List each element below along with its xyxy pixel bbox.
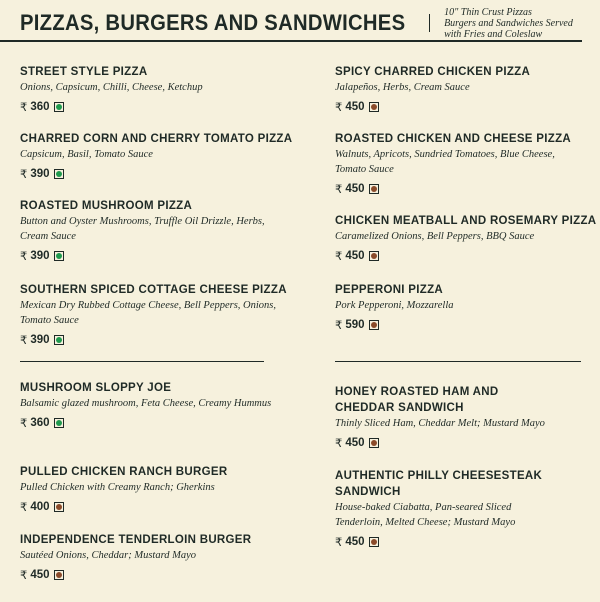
- item-price: [20, 249, 285, 263]
- non-veg-icon: [369, 102, 379, 112]
- menu-item: [20, 64, 290, 114]
- item-name: SOUTHERN SPICED COTTAGE CHEESE PIZZA: [20, 284, 287, 296]
- item-name: PULLED CHICKEN RANCH BURGER: [20, 466, 228, 478]
- item-name: STREET STYLE PIZZA: [20, 66, 148, 78]
- non-veg-icon: [54, 570, 64, 580]
- currency-symbol: ₹: [335, 102, 343, 114]
- menu-item: [335, 64, 590, 114]
- non-veg-icon: [54, 502, 64, 512]
- item-description: Balsamic glazed mushroom, Feta Cheese, Creamy Hummus: [20, 398, 272, 409]
- currency-symbol: ₹: [20, 335, 28, 347]
- non-veg-icon: [369, 184, 379, 194]
- price-value: 400: [30, 501, 50, 513]
- veg-icon: [54, 251, 64, 261]
- price-value: 450: [345, 250, 365, 262]
- item-description: Pulled Chicken with Creamy Ranch; Gherkins: [20, 482, 215, 493]
- menu-item: [20, 198, 285, 263]
- non-veg-icon: [369, 537, 379, 547]
- price-value: 590: [345, 319, 365, 331]
- currency-symbol: ₹: [20, 418, 28, 430]
- currency-symbol: ₹: [335, 320, 343, 332]
- item-description: Onions, Capsicum, Chilli, Cheese, Ketchup: [20, 82, 203, 93]
- menu-item: [335, 384, 555, 450]
- subtitle-line-1: 10" Thin Crust Pizzas: [444, 6, 532, 18]
- page-title: PIZZAS, BURGERS AND SANDWICHES: [20, 10, 406, 35]
- item-price: [335, 318, 590, 332]
- item-name: CHARRED CORN AND CHERRY TOMATO PIZZA: [20, 133, 293, 145]
- menu-item: [20, 282, 285, 347]
- menu-item: [20, 131, 293, 181]
- veg-icon: [54, 102, 64, 112]
- menu-item: [335, 282, 590, 332]
- price-value: 390: [30, 168, 50, 180]
- price-value: 450: [345, 183, 365, 195]
- currency-symbol: ₹: [20, 570, 28, 582]
- menu-item: [20, 464, 290, 514]
- currency-symbol: ₹: [335, 251, 343, 263]
- item-description: House-baked Ciabatta, Pan-seared Sliced Tenderloin, Melted Cheese; Mustard Mayo: [335, 502, 516, 528]
- currency-symbol: ₹: [20, 169, 28, 181]
- price-value: 450: [345, 536, 365, 548]
- item-name: INDEPENDENCE TENDERLOIN BURGER: [20, 534, 252, 546]
- item-description: Jalapeños, Herbs, Cream Sauce: [335, 82, 470, 93]
- menu-item: [335, 213, 597, 263]
- price-value: 450: [30, 569, 50, 581]
- item-price: [335, 436, 555, 450]
- item-name: SPICY CHARRED CHICKEN PIZZA: [335, 66, 531, 78]
- menu-item: [335, 131, 585, 196]
- header-subtitle: [444, 7, 582, 40]
- item-price: [335, 535, 550, 549]
- item-description: Mexican Dry Rubbed Cottage Cheese, Bell Peppers, Onions, Tomato Sauce: [20, 300, 277, 326]
- price-value: 450: [345, 437, 365, 449]
- header-rule: [0, 40, 582, 42]
- price-value: 360: [30, 101, 50, 113]
- item-price: [335, 100, 590, 114]
- veg-icon: [54, 418, 64, 428]
- item-description: Sautéed Onions, Cheddar; Mustard Mayo: [20, 550, 197, 561]
- price-value: 390: [30, 250, 50, 262]
- item-price: [20, 416, 280, 430]
- item-description: Caramelized Onions, Bell Peppers, BBQ Sauce: [335, 231, 535, 242]
- price-value: 360: [30, 417, 50, 429]
- item-name: HONEY ROASTED HAM AND CHEDDAR SANDWICH: [335, 386, 499, 414]
- item-price: [335, 182, 585, 196]
- item-name: ROASTED CHICKEN AND CHEESE PIZZA: [335, 133, 571, 145]
- item-description: Button and Oyster Mushrooms, Truffle Oil Drizzle, Herbs, Cream Sauce: [20, 216, 265, 242]
- non-veg-icon: [369, 320, 379, 330]
- title-separator: [429, 14, 430, 32]
- section-divider: [335, 361, 581, 362]
- item-description: Pork Pepperoni, Mozzarella: [335, 300, 454, 311]
- menu-item: [20, 532, 290, 582]
- item-price: [20, 167, 290, 181]
- non-veg-icon: [369, 438, 379, 448]
- item-name: PEPPERONI PIZZA: [335, 284, 444, 296]
- item-price: [335, 249, 590, 263]
- non-veg-icon: [369, 251, 379, 261]
- item-price: [20, 333, 285, 347]
- item-description: Walnuts, Apricots, Sundried Tomatoes, Blue Cheese, Tomato Sauce: [335, 149, 555, 175]
- veg-icon: [54, 335, 64, 345]
- price-value: 450: [345, 101, 365, 113]
- item-name: AUTHENTIC PHILLY CHEESESTEAK SANDWICH: [335, 470, 543, 498]
- item-price: [20, 100, 290, 114]
- item-description: Capsicum, Basil, Tomato Sauce: [20, 149, 153, 160]
- currency-symbol: ₹: [20, 102, 28, 114]
- currency-symbol: ₹: [20, 502, 28, 514]
- item-description: Thinly Sliced Ham, Cheddar Melt; Mustard Mayo: [335, 418, 545, 429]
- menu-item: [335, 468, 550, 549]
- item-name: MUSHROOM SLOPPY JOE: [20, 382, 172, 394]
- item-name: CHICKEN MEATBALL AND ROSEMARY PIZZA: [335, 215, 597, 227]
- menu-header: [20, 8, 582, 38]
- veg-icon: [54, 169, 64, 179]
- menu-item: [20, 380, 280, 430]
- currency-symbol: ₹: [335, 438, 343, 450]
- subtitle-line-2: Burgers and Sandwiches Served with Fries and Coleslaw: [444, 17, 573, 40]
- item-name: ROASTED MUSHROOM PIZZA: [20, 200, 193, 212]
- item-price: [20, 568, 290, 582]
- price-value: 390: [30, 334, 50, 346]
- section-divider: [20, 361, 264, 362]
- currency-symbol: ₹: [335, 184, 343, 196]
- currency-symbol: ₹: [20, 251, 28, 263]
- currency-symbol: ₹: [335, 537, 343, 549]
- item-price: [20, 500, 290, 514]
